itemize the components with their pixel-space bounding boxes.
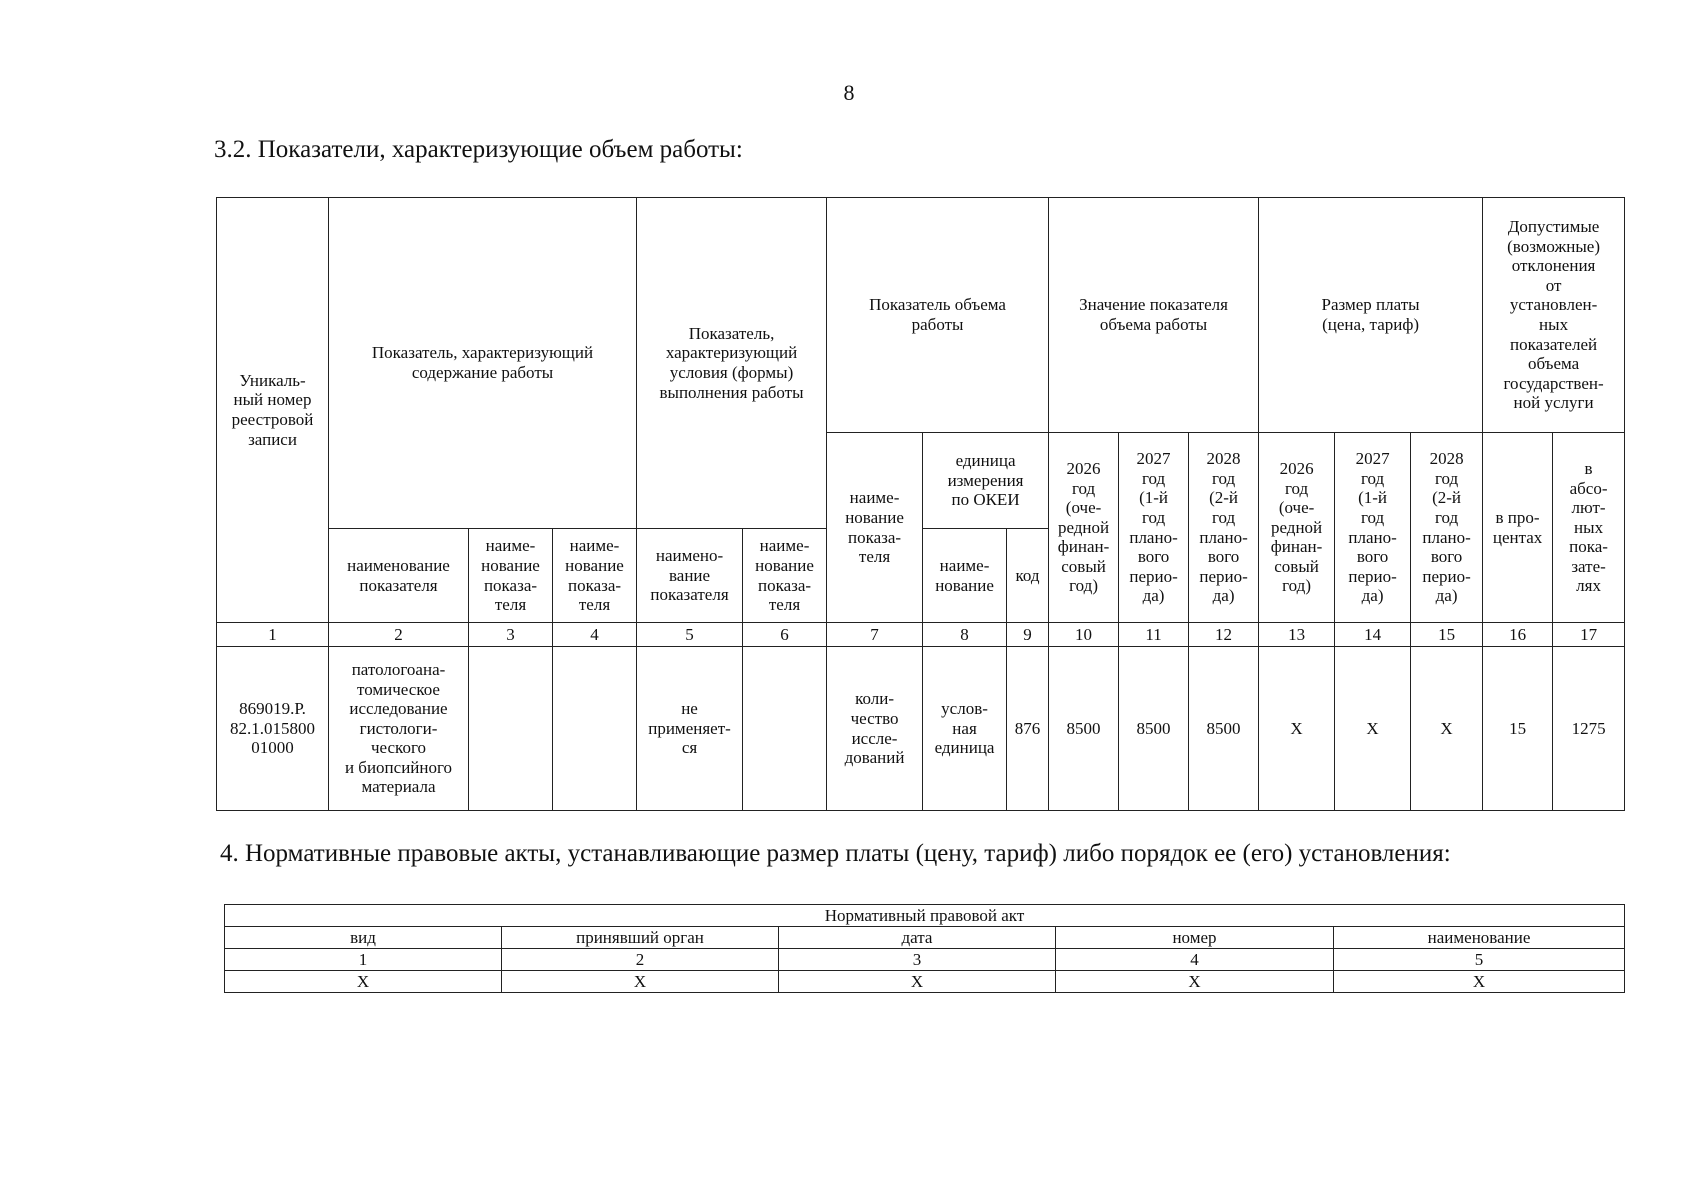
acts-header-number: номер (1056, 927, 1334, 949)
header-col7: наиме- нование показа- теля (827, 433, 923, 623)
header-payment-size: Размер платы (цена, тариф) (1259, 198, 1483, 433)
header-col2: наименование показателя (329, 529, 469, 623)
header-col3: наиме- нование показа- теля (469, 529, 553, 623)
column-number: 7 (827, 623, 923, 647)
header-unique-number: Уникаль- ный номер реестровой записи (217, 198, 329, 623)
table-row (217, 647, 1625, 811)
acts-number-row (225, 949, 1625, 971)
column-number: 12 (1189, 623, 1259, 647)
acts-cell-type: Х (225, 971, 502, 993)
acts-cell-authority: Х (502, 971, 779, 993)
cell-unique-number: 869019.Р. 82.1.015800 01000 (217, 647, 329, 811)
acts-caption: Нормативный правовой акт (225, 905, 1625, 927)
cell-unit-name: услов- ная единица (923, 647, 1007, 811)
column-number-row (217, 623, 1625, 647)
header-col16: в про- центах (1483, 433, 1553, 623)
work-volume-table (216, 197, 1625, 811)
page-number: 8 (843, 80, 855, 105)
header-col8: наиме- нование (923, 529, 1007, 623)
cell-condition-name: не применяет- ся (637, 647, 743, 811)
header-col12: 2028 год (2-й год плано- вого перио- да) (1189, 433, 1259, 623)
column-number: 11 (1119, 623, 1189, 647)
acts-header-date: дата (779, 927, 1056, 949)
cell-pay-2026: Х (1259, 647, 1335, 811)
column-number: 14 (1335, 623, 1411, 647)
acts-cell-date: Х (779, 971, 1056, 993)
column-number: 9 (1007, 623, 1049, 647)
acts-cell-number: Х (1056, 971, 1334, 993)
cell-unit-code: 876 (1007, 647, 1049, 811)
header-col14: 2027 год (1-й год плано- вого перио- да) (1335, 433, 1411, 623)
column-number: 15 (1411, 623, 1483, 647)
header-col9: код (1007, 529, 1049, 623)
header-col4: наиме- нование показа- теля (553, 529, 637, 623)
header-conditions-indicator: Показатель, характеризующий условия (формы) выполнения работы (637, 198, 827, 529)
acts-header-name: наименование (1334, 927, 1625, 949)
column-number: 8 (923, 623, 1007, 647)
legal-acts-table (224, 904, 1625, 993)
acts-header-row (225, 927, 1625, 949)
column-number: 3 (469, 623, 553, 647)
column-number: 4 (553, 623, 637, 647)
header-volume-indicator: Показатель объема работы (827, 198, 1049, 433)
header-allowed-deviations: Допустимые (возможные) отклонения от установлен- ных показателей объема государствен- ной услуги (1483, 198, 1625, 433)
cell-content-name: патологоана- томическое исследование гистологи- ческого и биопсийного материала (329, 647, 469, 811)
cell-pay-2027: Х (1335, 647, 1411, 811)
column-number: 5 (637, 623, 743, 647)
cell-value-2028: 8500 (1189, 647, 1259, 811)
cell-col4 (553, 647, 637, 811)
cell-dev-percent: 15 (1483, 647, 1553, 811)
column-number: 17 (1553, 623, 1625, 647)
cell-value-2027: 8500 (1119, 647, 1189, 811)
header-col6: наиме- нование показа- теля (743, 529, 827, 623)
column-number: 5 (1334, 949, 1625, 971)
header-content-indicator: Показатель, характеризующий содержание работы (329, 198, 637, 529)
cell-col3 (469, 647, 553, 811)
table-row (225, 971, 1625, 993)
section-3-2-title: 3.2. Показатели, характеризующие объем работы: (214, 136, 743, 163)
cell-dev-absolute: 1275 (1553, 647, 1625, 811)
section-4-title: 4. Нормативные правовые акты, устанавливающие размер платы (цену, тариф) либо порядок ее (его) установления: (220, 840, 1451, 867)
column-number: 1 (217, 623, 329, 647)
header-col11: 2027 год (1-й год плано- вого перио- да) (1119, 433, 1189, 623)
header-volume-value: Значение показателя объема работы (1049, 198, 1259, 433)
acts-header-authority: принявший орган (502, 927, 779, 949)
column-number: 10 (1049, 623, 1119, 647)
header-col13: 2026 год (оче- редной финан- совый год) (1259, 433, 1335, 623)
cell-value-2026: 8500 (1049, 647, 1119, 811)
header-okei-unit: единица измерения по ОКЕИ (923, 433, 1049, 529)
column-number: 13 (1259, 623, 1335, 647)
header-col5: наимено- вание показателя (637, 529, 743, 623)
cell-col6 (743, 647, 827, 811)
column-number: 3 (779, 949, 1056, 971)
header-col17: в абсо- лют- ных пока- зате- лях (1553, 433, 1625, 623)
column-number: 1 (225, 949, 502, 971)
column-number: 6 (743, 623, 827, 647)
acts-cell-name: Х (1334, 971, 1625, 993)
header-col10: 2026 год (оче- редной финан- совый год) (1049, 433, 1119, 623)
column-number: 16 (1483, 623, 1553, 647)
cell-pay-2028: Х (1411, 647, 1483, 811)
column-number: 4 (1056, 949, 1334, 971)
cell-indicator-name: коли- чество иссле- дований (827, 647, 923, 811)
header-col15: 2028 год (2-й год плано- вого перио- да) (1411, 433, 1483, 623)
acts-header-type: вид (225, 927, 502, 949)
column-number: 2 (502, 949, 779, 971)
column-number: 2 (329, 623, 469, 647)
